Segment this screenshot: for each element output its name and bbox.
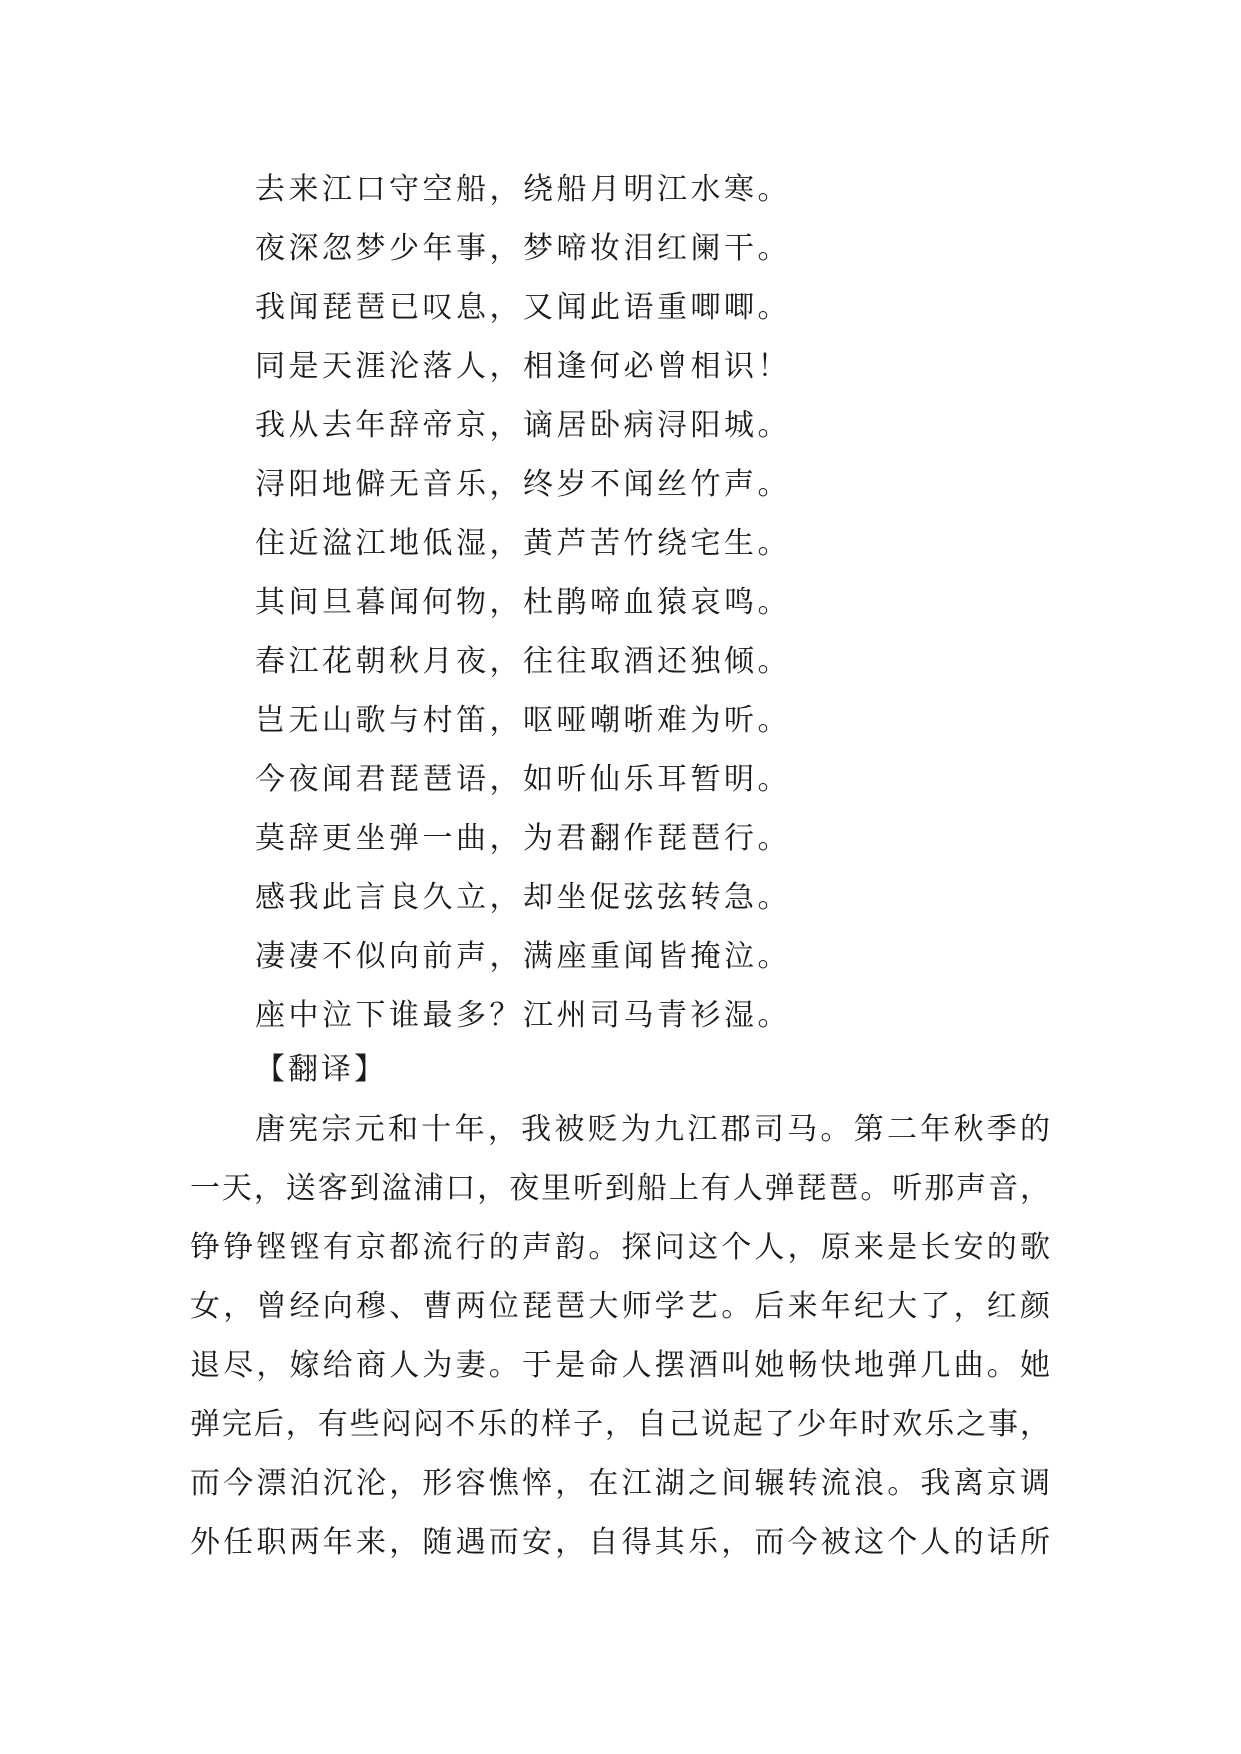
translation-line: 铮铮铿铿有京都流行的声韵。探问这个人，原来是长安的歌: [190, 1230, 1050, 1265]
translation-line: 退尽，嫁给商人为妻。于是命人摆酒叫她畅快地弹几曲。她: [190, 1348, 1050, 1383]
translation-line: 一天，送客到湓浦口，夜里听到船上有人弹琵琶。听那声音，: [190, 1171, 1050, 1206]
poem-line: 夜深忽梦少年事，梦啼妆泪红阑干。: [255, 231, 791, 266]
translation-paragraph: [190, 1100, 1050, 1572]
poem-line: 感我此言良久立，却坐促弦弦转急。: [255, 880, 791, 915]
translation-line: 唐宪宗元和十年，我被贬为九江郡司马。第二年秋季的: [255, 1112, 1050, 1147]
poem-line: 今夜闻君琵琶语，如听仙乐耳暂明。: [255, 762, 791, 797]
poem-line: 同是天涯沦落人，相逢何必曾相识！: [255, 349, 791, 384]
poem-line: 春江花朝秋月夜，往往取酒还独倾。: [255, 644, 791, 679]
poem-line: 其间旦暮闻何物，杜鹃啼血猿哀鸣。: [255, 585, 791, 620]
translation-heading: 【翻译】: [255, 1052, 387, 1087]
translation-line: 外任职两年来，随遇而安，自得其乐，而今被这个人的话所: [190, 1525, 1050, 1560]
poem-line: 我从去年辞帝京，谪居卧病浔阳城。: [255, 408, 791, 443]
poem-line: 凄凄不似向前声，满座重闻皆掩泣。: [255, 939, 791, 974]
poem-line: 座中泣下谁最多？江州司马青衫湿。: [255, 998, 791, 1033]
poem-line: 住近湓江地低湿，黄芦苦竹绕宅生。: [255, 526, 791, 561]
poem-line: 浔阳地僻无音乐，终岁不闻丝竹声。: [255, 467, 791, 502]
poem-line: 我闻琵琶已叹息，又闻此语重唧唧。: [255, 290, 791, 325]
poem-line: 莫辞更坐弹一曲，为君翻作琵琶行。: [255, 821, 791, 856]
translation-line: 而今漂泊沉沦，形容憔悴，在江湖之间辗转流浪。我离京调: [190, 1466, 1050, 1501]
poem-text: [255, 160, 1055, 1045]
poem-line: 岂无山歌与村笛，呕哑嘲哳难为听。: [255, 703, 791, 738]
poem-line: 去来江口守空船，绕船月明江水寒。: [255, 172, 791, 207]
translation-line: 女，曾经向穆、曹两位琵琶大师学艺。后来年纪大了，红颜: [190, 1289, 1050, 1324]
translation-line: 弹完后，有些闷闷不乐的样子，自己说起了少年时欢乐之事，: [190, 1407, 1050, 1442]
